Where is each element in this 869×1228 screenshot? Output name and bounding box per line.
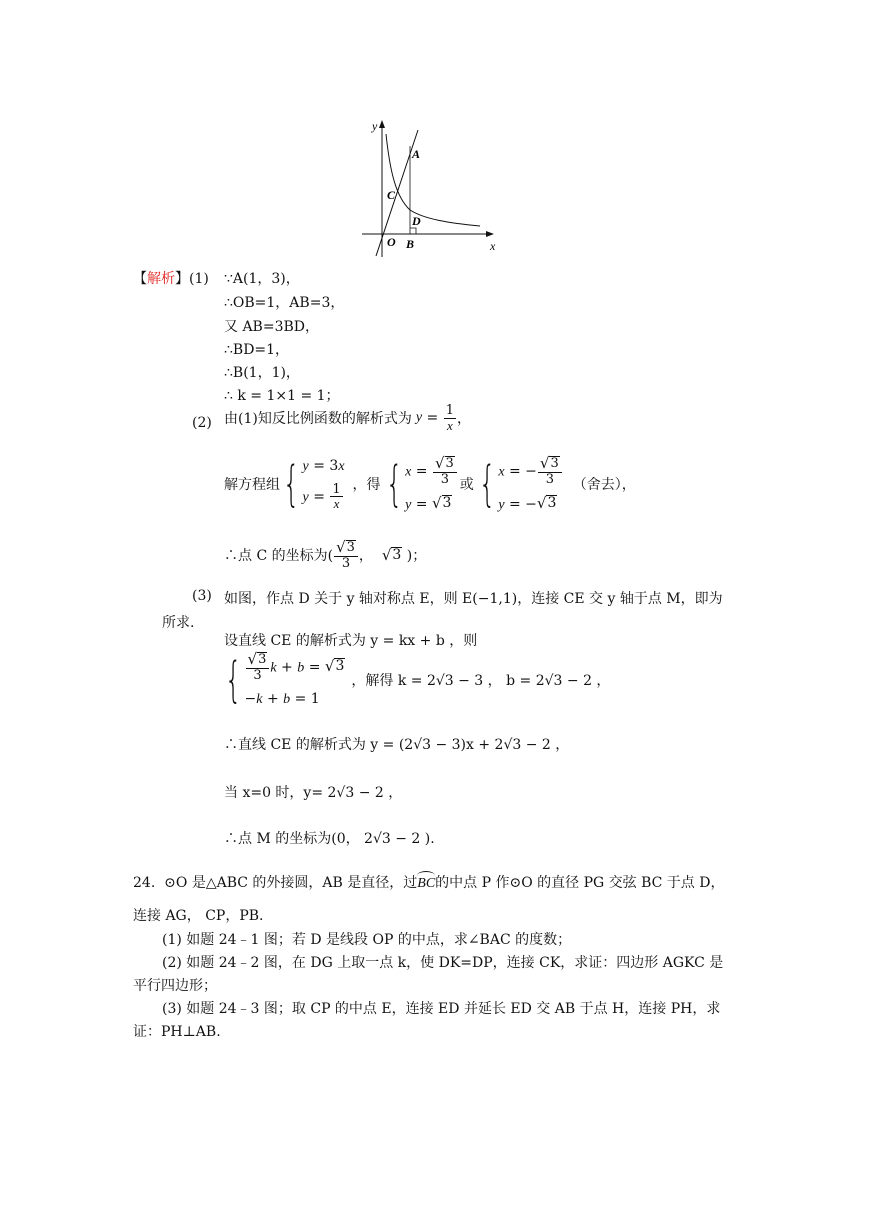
figure-label-x: x [490, 239, 496, 253]
problem24-line1-a: ⊙O 是△ABC 的外接圆，AB 是直径，过 [164, 875, 418, 891]
part2-point-c-prefix: ∴点 C 的坐标为( [224, 548, 334, 565]
part1-number: (1) [189, 271, 209, 287]
figure-label-y: y [372, 119, 378, 133]
arc-bc: BC [417, 876, 436, 891]
problem24-q3b: 证：PH⊥AB. [133, 1024, 221, 1040]
part2-number: (2) [192, 415, 212, 431]
part2-system-line: 解方程组 { y = 3x y = $\frac{1}{x}$ ，得 { x = √ 3 3 y = √ 3 或 { x = − √ 3 3 y = − √ 3 （舍去）， [224, 454, 636, 513]
problem24-line2: 连接 AG， CP，PB. [133, 908, 264, 924]
part3-line1b: 所求. [162, 615, 195, 631]
part3-line2: 设直线 CE 的解析式为 y = kx + b ，则 [224, 633, 478, 649]
part1-line4: ∴BD=1， [224, 342, 290, 358]
part3-line6: ∴点 M 的坐标为(0， 2√3 − 2 ). [224, 831, 435, 847]
problem24-number: 24. [133, 875, 156, 891]
problem24-q1: (1) 如题 24﹣1 图；若 D 是线段 OP 的中点，求∠BAC 的度数； [162, 932, 572, 948]
part1-line1: ∵A(1，3)， [224, 271, 300, 287]
problem24-q2b: 平行四边形； [133, 978, 217, 994]
part3-line5: 当 x=0 时，y= 2√3 − 2 ， [224, 785, 403, 801]
part3-line4: ∴直线 CE 的解析式为 y = (2√3 − 3)x + 2√3 − 2 ， [224, 737, 570, 753]
part1-line3: 又 AB=3BD， [224, 319, 319, 335]
part1-line2: ∴OB=1，AB=3， [224, 295, 345, 311]
part3-solve: ，解得 k = 2√3 − 3 ， b = 2√3 − 2 ， [351, 672, 611, 689]
problem24-line1-b: 的中点 P 作⊙O 的直径 PG 交弦 BC 于点 D， [435, 875, 725, 891]
part2-discard: （舍去）， [572, 477, 636, 494]
problem24-q3: (3) 如题 24﹣3 图；取 CP 的中点 E，连接 ED 并延长 ED 交 AB 于点 H，连接 PH，求 [162, 1001, 721, 1017]
part1-line6: ∴ k = 1×1 = 1； [224, 388, 340, 404]
coordinate-figure [358, 112, 508, 262]
solution-tag-text: 解析 [147, 271, 175, 287]
part2-line1-text: 由(1)知反比例函数的解析式为 [224, 411, 412, 428]
part2-line1: 由(1)知反比例函数的解析式为 y = $\frac{1}{x}$ ， [224, 403, 471, 433]
part2-system-prefix: 解方程组 [224, 477, 280, 494]
part3-number: (3) [192, 588, 212, 604]
problem24-line1 [133, 872, 724, 892]
figure-label-D: D [412, 214, 421, 228]
figure-label-A: A [412, 147, 421, 161]
solution-tag: 【解析】(1) [133, 271, 209, 287]
hyperbola-curve [386, 134, 480, 226]
figure-label-O: O [387, 235, 396, 249]
part2-or: 或 [459, 477, 474, 494]
part3-system-line: { √ 3 3 k + b = √ 3 −k + b = 1 ，解得 k = 2√3 − 3 ， b = 2√3 − 2 ， [224, 650, 611, 708]
part3-line1: 如图，作点 D 关于 y 轴对称点 E，则 E(−1,1)，连接 CE 交 y 轴于点 M，即为 [224, 591, 723, 607]
part2-get: ，得 [352, 477, 381, 494]
part2-point-c-line: ∴点 C 的坐标为( √ 3 3 ， √ 3 )； [224, 538, 427, 571]
problem24-q2: (2) 如题 24﹣2 图，在 DG 上取一点 k，使 DK=DP，连接 CK，求证：四边形 AGKC 是 [162, 955, 724, 971]
figure-label-B: B [406, 237, 415, 251]
part1-line5: ∴B(1，1)， [224, 365, 300, 381]
figure-label-C: C [387, 188, 396, 202]
